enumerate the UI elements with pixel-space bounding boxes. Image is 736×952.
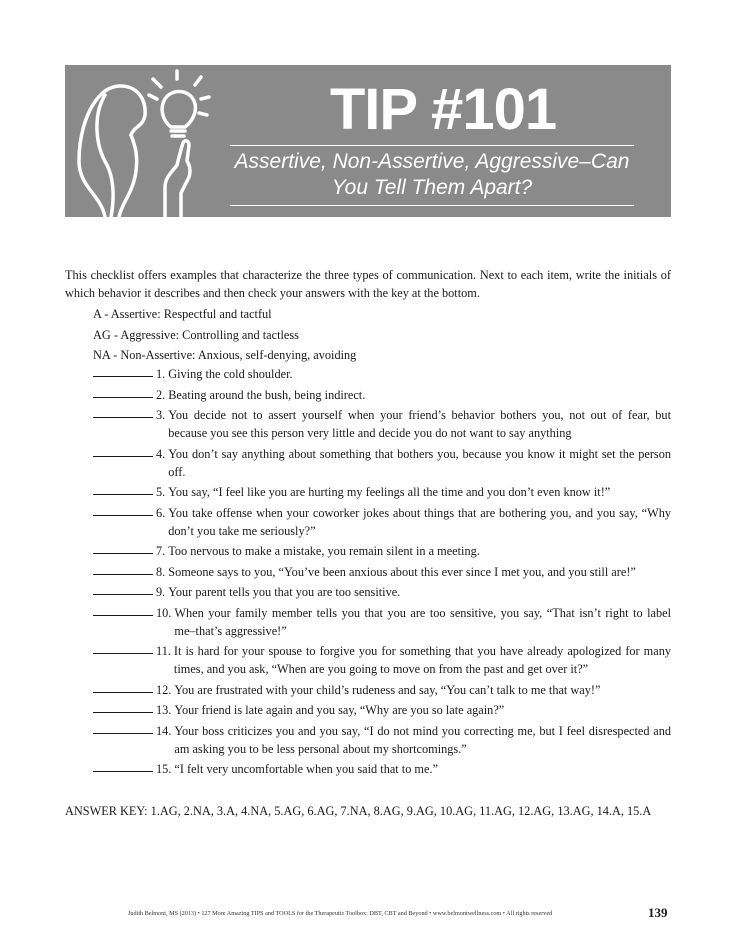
item-text: Giving the cold shoulder. <box>168 367 293 381</box>
item-text: Beating around the bush, being indirect. <box>168 387 366 402</box>
item-text: You say, “I feel like you are hurting my feelings all the time and you don’t even know it!” <box>168 485 611 499</box>
answer-blank[interactable] <box>93 483 153 495</box>
subtitle-line-1: Assertive, Non-Assertive, Aggressive–Can <box>234 150 630 173</box>
legend-aggressive: AG - Aggressive: Controlling and tactless <box>93 327 299 342</box>
item-text: Your parent tells you that you are too sensitive. <box>168 585 401 599</box>
answer-blank[interactable] <box>93 642 153 654</box>
checklist-item <box>93 483 671 501</box>
tip-subtitle <box>205 149 659 201</box>
item-text: Too nervous to make a mistake, you remain silent in a meeting. <box>168 544 480 558</box>
page-number: 139 <box>648 905 668 920</box>
checklist-item <box>93 386 671 404</box>
answer-blank[interactable] <box>93 445 153 457</box>
item-text: Your boss criticizes you and you say, “I do not mind you correcting me, but I feel disrespected and am asking you to be less personal about my shortcomings.” <box>174 723 671 756</box>
answer-blank[interactable] <box>93 406 153 418</box>
item-text: Someone says to you, “You’ve been anxious about this ever since I met you, and you still are!” <box>168 564 636 579</box>
item-number: 14. <box>156 723 172 738</box>
item-text: You decide not to assert yourself when your friend’s behavior bothers you, not out of fear, but because you see this person very little and decide you do not want to say anything <box>168 408 671 440</box>
item-text: When your family member tells you that you are too sensitive, you say, “That isn’t right to label me–that’s aggressive!” <box>174 605 671 638</box>
checklist-item <box>93 406 671 442</box>
item-number: 10. <box>156 605 172 620</box>
person-with-lightbulb-icon <box>65 65 215 217</box>
item-text: You take offense when your coworker jokes about things that are bothering you, and you say, “Why don’t you take me seriously?” <box>168 505 671 538</box>
checklist-item <box>93 583 671 601</box>
item-text: It is hard for your spouse to forgive you for something that you have already apologized for many times, and you ask, “When are you going to move on from the past and get over it?” <box>173 644 671 676</box>
item-number: 8. <box>156 564 166 579</box>
answer-blank[interactable] <box>93 542 153 554</box>
title-top-rule <box>230 145 634 146</box>
legend <box>93 304 356 366</box>
answer-blank[interactable] <box>93 365 153 377</box>
item-number: 13. <box>156 703 172 717</box>
legend-assertive: A - Assertive: Respectful and tactful <box>93 307 272 321</box>
item-number: 6. <box>156 505 166 520</box>
item-number: 15. <box>156 762 172 776</box>
answer-blank[interactable] <box>93 760 153 772</box>
answer-blank[interactable] <box>93 504 153 516</box>
subtitle-line-2: You Tell Them Apart? <box>331 176 533 199</box>
item-text: “I felt very uncomfortable when you said that to me.” <box>174 762 438 776</box>
item-number: 11. <box>156 644 171 658</box>
checklist-item <box>93 760 671 778</box>
checklist-item <box>93 365 671 383</box>
item-number: 3. <box>156 408 166 422</box>
tip-number: 101 <box>462 77 557 142</box>
checklist-item <box>93 604 671 640</box>
answer-blank[interactable] <box>93 386 153 398</box>
checklist-item <box>93 701 671 719</box>
footer-citation: Judith Belmont, MS (2013) • 127 More Amazing TIPS and TOOLS for the Therapeutic Toolbox: DBT, CBT and Beyond • www.belmontwellness.com • All rights reserved <box>128 910 553 917</box>
checklist-item <box>93 642 671 678</box>
answer-blank[interactable] <box>93 701 153 713</box>
checklist-item <box>93 445 671 481</box>
tip-label: TIP # <box>329 77 463 142</box>
tip-banner <box>65 65 671 217</box>
title-bottom-rule <box>230 205 634 206</box>
answer-blank[interactable] <box>93 604 153 616</box>
item-number: 12. <box>156 682 172 697</box>
checklist <box>93 365 671 781</box>
checklist-item <box>93 722 671 758</box>
checklist-item <box>93 504 671 540</box>
answer-blank[interactable] <box>93 681 153 693</box>
item-number: 2. <box>156 387 166 402</box>
tip-title <box>215 75 671 145</box>
item-number: 1. <box>156 367 166 381</box>
item-number: 7. <box>156 544 166 558</box>
checklist-item <box>93 681 671 699</box>
checklist-item <box>93 563 671 581</box>
answer-blank[interactable] <box>93 583 153 595</box>
item-number: 5. <box>156 485 166 499</box>
answer-blank[interactable] <box>93 563 153 575</box>
item-number: 9. <box>156 585 166 599</box>
checklist-item <box>93 542 671 560</box>
legend-non-assertive: NA - Non-Assertive: Anxious, self-denying, avoiding <box>93 348 357 362</box>
answer-key: ANSWER KEY: 1.AG, 2.NA, 3.A, 4.NA, 5.AG, 6.AG, 7.NA, 8.AG, 9.AG, 10.AG, 11.AG, 12.AG, 13.AG, 14.A, 15.A <box>65 804 652 818</box>
item-text: Your friend is late again and you say, “Why are you so late again?” <box>174 703 505 717</box>
answer-blank[interactable] <box>93 722 153 734</box>
item-number: 4. <box>156 446 166 461</box>
item-text: You don’t say anything about something that bothers you, because you know it might set the person off. <box>168 446 671 479</box>
item-text: You are frustrated with your child’s rudeness and say, “You can’t talk to me that way!” <box>174 682 601 697</box>
intro-paragraph: This checklist offers examples that characterize the three types of communication. Next to each item, write the initials of which behavior it describes and then check your answers with the key at the bottom. <box>65 268 671 300</box>
